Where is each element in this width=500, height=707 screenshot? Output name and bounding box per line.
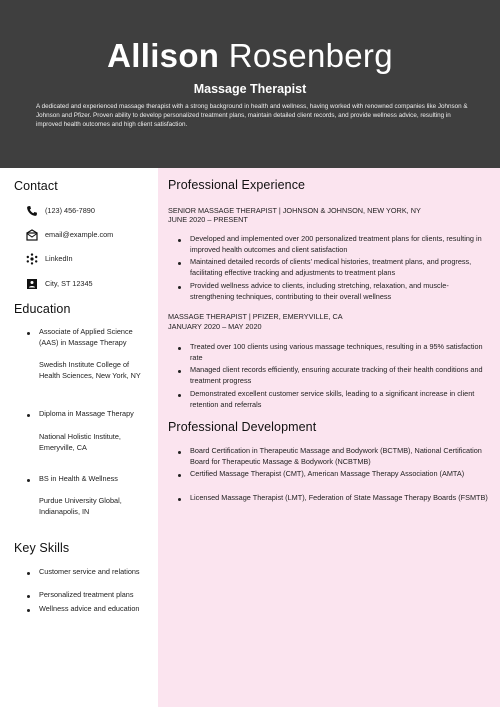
location-text: City, ST 12345 (45, 279, 93, 288)
first-name: Allison (107, 37, 220, 74)
job-bullet: Treated over 100 clients using various massage techniques, resulting in a 95% satisfaction rate (190, 342, 483, 362)
bullet-icon (178, 474, 181, 477)
education-school: National Holistic Institute, Emeryville, CA (39, 432, 121, 452)
resume-header (0, 0, 500, 168)
bullet-icon (27, 414, 30, 417)
contact-email[interactable] (26, 228, 156, 242)
skills-heading: Key Skills (14, 541, 70, 555)
education-degree: BS in Health & Wellness (39, 474, 118, 483)
skill-item: Personalized treatment plans (39, 590, 134, 599)
bullet-icon (178, 286, 181, 289)
professional-summary: A dedicated and experienced massage therapist with a strong background in health and wellness, having worked with renowned companies like Johnson & Johnson and Pfizer. Proven ability to develop personalized treatment plans, maintain detailed client records, and provide wellness advice, resulting in improved health outcomes and high client satisfaction. (36, 103, 468, 128)
linkedin-icon (26, 253, 38, 265)
contact-heading: Contact (14, 179, 58, 193)
education-degree: Associate of Applied Science (AAS) in Massage Therapy (39, 327, 133, 347)
education-heading: Education (14, 302, 71, 316)
job-title-line: MASSAGE THERAPIST | PFIZER, EMERYVILLE, CA (168, 312, 343, 321)
candidate-name (0, 36, 500, 76)
left-column (0, 168, 158, 707)
right-column (158, 168, 500, 707)
bullet-icon (178, 239, 181, 242)
job-bullet: Maintained detailed records of clients’ medical histories, treatment plans, and progress, facilitating effective tracking and adjustments to treatment plans (190, 257, 472, 277)
education-school: Purdue University Global, Indianapolis, IN (39, 496, 122, 516)
experience-heading: Professional Experience (168, 178, 306, 192)
education-school: Swedish Institute College of Health Sciences, New York, NY (39, 360, 141, 380)
bullet-icon (27, 572, 30, 575)
job-dates: JANUARY 2020 – MAY 2020 (168, 322, 262, 331)
job-dates: JUNE 2020 – PRESENT (168, 215, 248, 224)
development-heading: Professional Development (168, 420, 317, 434)
bullet-icon (27, 595, 30, 598)
bullet-icon (27, 332, 30, 335)
job-title: Massage Therapist (193, 82, 307, 96)
development-item: Licensed Massage Therapist (LMT), Federation of State Massage Therapy Boards (FSMTB) (190, 493, 488, 502)
bullet-icon (178, 262, 181, 265)
last-name: Rosenberg (228, 37, 393, 74)
bullet-icon (178, 370, 181, 373)
skill-item: Wellness advice and education (39, 604, 140, 613)
bullet-icon (27, 479, 30, 482)
job-bullet: Demonstrated excellent customer service skills, leading to a significant increase in client retention and referrals (190, 389, 475, 409)
development-item: Certified Massage Therapist (CMT), American Massage Therapy Association (AMTA) (190, 469, 465, 478)
job-title-line: SENIOR MASSAGE THERAPIST | JOHNSON & JOHNSON, NEW YORK, NY (168, 206, 421, 215)
contact-location (26, 277, 156, 291)
bullet-icon (178, 451, 181, 454)
bullet-icon (178, 347, 181, 350)
linkedin-link[interactable]: LinkedIn (45, 254, 73, 263)
job-bullet: Developed and implemented over 200 personalized treatment plans for clients, resulting in improved health outcomes and client satisfaction (190, 234, 482, 254)
bullet-icon (178, 498, 181, 501)
bullet-icon (178, 394, 181, 397)
email-address[interactable]: email@example.com (45, 230, 114, 239)
location-icon (26, 278, 38, 290)
contact-phone (26, 204, 156, 218)
education-degree: Diploma in Massage Therapy (39, 409, 134, 418)
development-item: Board Certification in Therapeutic Massage and Bodywork (BCTMB), National Certification Board for Therapeutic Massage & Bodywork (NCBTMB) (190, 446, 482, 466)
job-bullet: Provided wellness advice to clients, including stretching, relaxation, and muscle-strengthening techniques, contributing to their overall wellness (190, 281, 449, 301)
contact-linkedin[interactable] (26, 252, 156, 266)
email-icon (26, 229, 38, 241)
phone-number: (123) 456-7890 (45, 206, 95, 215)
phone-icon (26, 205, 38, 217)
job-bullet: Managed client records efficiently, ensuring accurate tracking of their health conditions and treatment progress (190, 365, 483, 385)
bullet-icon (27, 609, 30, 612)
skill-item: Customer service and relations (39, 567, 140, 576)
